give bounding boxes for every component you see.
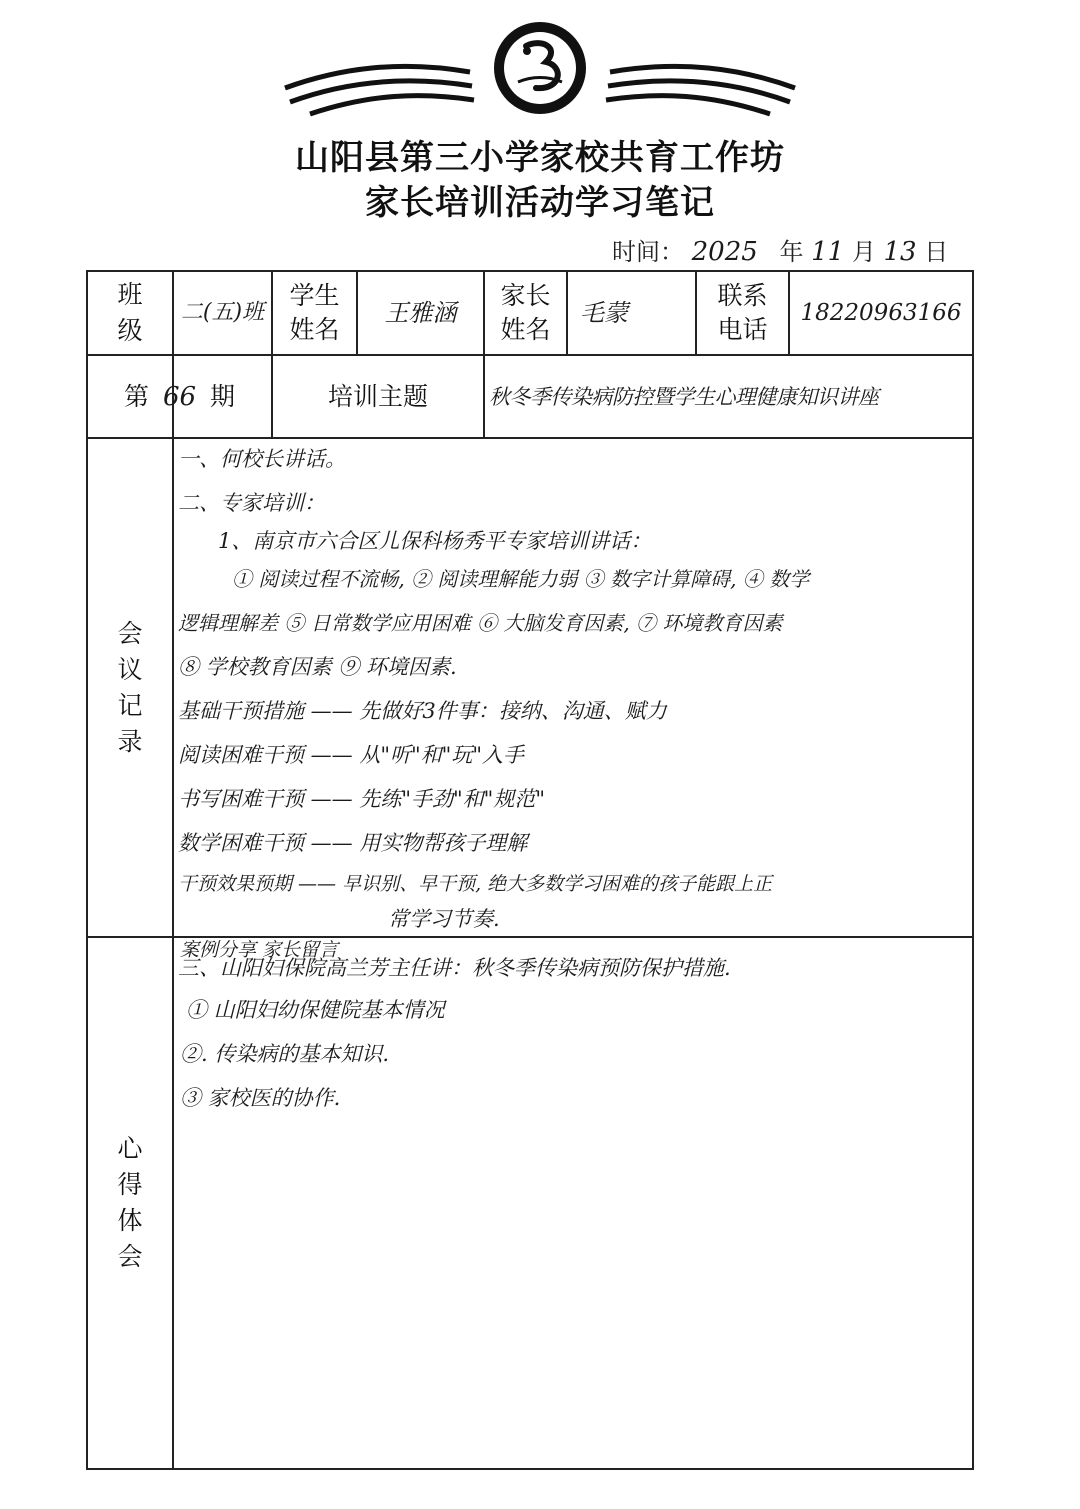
note-line: 基础干预措施 —— 先做好3件事：接纳、沟通、赋力 xyxy=(178,699,667,723)
class-label xyxy=(88,272,172,354)
note-line: 1、南京市六合区儿保科杨秀平专家培训讲话： xyxy=(218,529,652,553)
experience-line: ②. 传染病的基本知识. xyxy=(180,1042,390,1066)
note-line: 二、专家培训： xyxy=(178,491,325,515)
topic-value: 秋冬季传染病防控暨学生心理健康知识讲座 xyxy=(489,384,879,409)
note-line: 案例分享 家长留言 xyxy=(180,939,339,961)
issue-number: 66 xyxy=(162,381,197,412)
note-line: 逻辑理解差 ⑤ 日常数学应用困难 ⑥ 大脑发育因素, ⑦ 环境教育因素 xyxy=(178,611,783,635)
issue-suffix: 期 xyxy=(210,381,236,411)
experience-line: ① 山阳妇幼保健院基本情况 xyxy=(186,998,445,1022)
parent-value: 毛蒙 xyxy=(580,299,628,327)
student-label xyxy=(273,272,356,354)
date-line xyxy=(612,232,948,267)
class-label-text: 班级 xyxy=(117,280,143,345)
parent-label xyxy=(485,272,566,354)
date-month-unit: 月 xyxy=(851,238,876,266)
notes-form xyxy=(86,270,974,1470)
date-month: 11 xyxy=(811,237,845,267)
class-value: 二(五)班 xyxy=(180,300,265,325)
note-line: ⑧ 学校教育因素 ⑨ 环境因素. xyxy=(178,655,457,679)
student-label-text: 学生姓名 xyxy=(289,281,340,344)
school-logo-graphic xyxy=(280,20,800,120)
row-divider xyxy=(88,437,972,439)
date-year: 2025 xyxy=(691,237,758,267)
date-day: 13 xyxy=(883,237,917,267)
experience-line: 三、山阳妇保院高兰芳主任讲：秋冬季传染病预防保护措施. xyxy=(178,956,731,980)
topic-label: 培训主题 xyxy=(327,381,428,411)
phone-value: 18220963166 xyxy=(800,300,962,326)
note-line: 阅读困难干预 —— 从"听"和"玩"入手 xyxy=(178,743,524,767)
meeting-record-label-text: 会议记录 xyxy=(117,618,143,756)
page-subtitle: 家长培训活动学习笔记 xyxy=(365,183,715,223)
note-line: 一、何校长讲话。 xyxy=(178,447,346,471)
experience-label xyxy=(88,938,172,1468)
date-year-unit: 年 xyxy=(779,238,804,266)
label-column-divider xyxy=(172,272,174,1468)
meeting-record-label xyxy=(88,439,172,936)
parent-label-text: 家长姓名 xyxy=(500,281,551,344)
experience-label-text: 心得体会 xyxy=(117,1134,143,1271)
note-line: 书写困难干预 —— 先练"手劲"和"规范" xyxy=(178,787,545,811)
phone-label xyxy=(697,272,788,354)
phone-label-text: 联系电话 xyxy=(717,281,768,344)
issue-number-cell xyxy=(88,356,271,437)
issue-prefix: 第 xyxy=(123,381,149,411)
date-day-unit: 日 xyxy=(924,238,949,266)
note-line: 数学困难干预 —— 用实物帮孩子理解 xyxy=(178,831,528,855)
note-line: 干预效果预期 —— 早识别、早干预, 绝大多数学习困难的孩子能跟上正 xyxy=(178,873,773,895)
row-divider xyxy=(88,936,972,938)
date-label: 时间： xyxy=(612,238,684,266)
school-logo xyxy=(280,20,800,120)
note-line: ① 阅读过程不流畅, ② 阅读理解能力弱 ③ 数字计算障碍, ④ 数学 xyxy=(232,567,810,591)
student-value: 王雅涵 xyxy=(384,299,457,327)
experience-line: ③ 家校医的协作. xyxy=(180,1086,341,1110)
page-title: 山阳县第三小学家校共育工作坊 xyxy=(295,138,785,178)
note-line: 常学习节奏. xyxy=(388,907,500,931)
